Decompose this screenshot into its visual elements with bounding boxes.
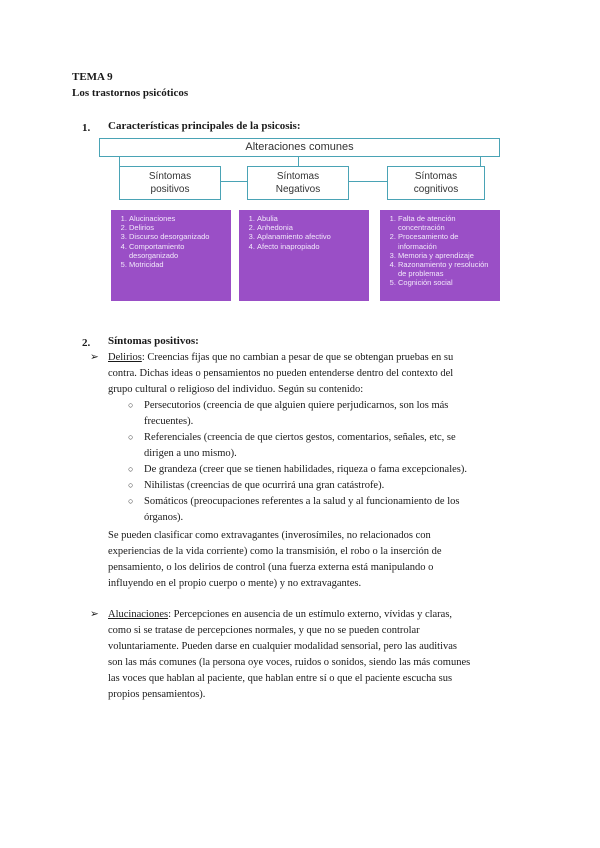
delirios-closing-line: Se pueden clasificar como extravagantes (inverosímiles, no relacionados con: [108, 530, 431, 541]
list-item: 4. Afecto inapropiado: [257, 242, 365, 251]
alucinaciones-line: voluntariamente. Pueden darse en cualquier modalidad sensorial, pero las auditivas: [108, 641, 458, 652]
circle-bullet-icon: ○: [128, 464, 134, 474]
header-box-line2: Negativos: [275, 184, 321, 195]
section2-title: Síntomas positivos:: [108, 335, 199, 347]
subitem-line: Somáticos (preocupaciones referentes a la salud y al funcionamiento de los: [144, 496, 460, 507]
header-box-positivos: [119, 166, 221, 200]
list-item: 5. Cognición social: [398, 278, 496, 287]
list-item: 1. Abulia: [257, 214, 365, 223]
tema-heading: TEMA 9: [72, 71, 113, 83]
alucinaciones-paragraph: [108, 607, 452, 622]
list-item: 4. Razonamiento y resolución de problemas: [398, 260, 496, 278]
psychosis-diagram: [99, 138, 500, 301]
delirios-paragraph: [108, 350, 453, 365]
circle-bullet-icon: ○: [128, 496, 134, 506]
list-item: 2. Anhedonia: [257, 223, 365, 232]
header-box-line1: Síntomas: [276, 171, 320, 182]
header-box-negativos: [247, 166, 349, 200]
bullet-arrow-icon: ➢: [90, 609, 99, 620]
section2-number: 2.: [82, 337, 91, 349]
delirios-closing-line: influyendo en el propio cuerpo o mente) y no extravagantes.: [108, 578, 362, 589]
header-box-line2: positivos: [150, 184, 190, 195]
delirios-line: grupo cultural o religioso del individuo. Según su contenido:: [108, 384, 364, 395]
delirios-term: Delirios: [108, 352, 142, 363]
subitem-line: Nihilistas (creencias de que ocurrirá una gran catástrofe).: [144, 480, 385, 491]
list-box-cognitivos: [380, 210, 500, 301]
subitem-line: Referenciales (creencia de que ciertos gestos, comentarios, señales, etc, se: [144, 432, 456, 443]
header-box-line1: Síntomas: [414, 171, 458, 182]
alucinaciones-line: las voces que hablan al paciente, que hablan entre sí o que el paciente escucha sus: [108, 673, 453, 684]
delirios-closing-line: pensamiento, o los delirios de control (una fuerza externa está manipulando o: [108, 562, 434, 573]
header-box-cognitivos: [387, 166, 485, 200]
list-box-negativos: [239, 210, 369, 301]
chapter-subtitle: Los trastornos psicóticos: [72, 87, 189, 99]
bullet-arrow-icon: ➢: [90, 352, 99, 363]
list-item: 1. Falta de atención concentración: [398, 214, 496, 232]
delirios-line: : Creencias fijas que no cambian a pesar de que se obtengan pruebas en su: [141, 352, 454, 363]
subitem-line: frecuentes).: [144, 416, 194, 427]
circle-bullet-icon: ○: [128, 480, 134, 490]
list-item: 5. Motricidad: [129, 260, 227, 269]
alucinaciones-term: Alucinaciones: [108, 609, 169, 620]
circle-bullet-icon: ○: [128, 400, 134, 410]
list-item: 2. Delirios: [129, 223, 227, 232]
alucinaciones-line: como si se tratase de percepciones normales, y que no se pueden controlar: [108, 625, 420, 636]
subitem-line: Persecutorios (creencia de que alguien quiere perjudicarnos, son los más: [144, 400, 449, 411]
connector: [221, 181, 247, 182]
list-item: 4. Comportamiento desorganizado: [129, 242, 227, 260]
list-item: 3. Aplanamiento afectivo: [257, 232, 365, 241]
alucinaciones-line: : Percepciones en ausencia de un estímulo externo, vívidas y claras,: [168, 609, 453, 620]
section1-title: Características principales de la psicosis:: [108, 120, 301, 132]
alucinaciones-line: son las más comunes (la persona oye voces, ruidos o sonidos, siendo las más comunes: [108, 657, 471, 668]
subitem-line: dirigen a uno mismo).: [144, 448, 237, 459]
header-box-line2: cognitivos: [413, 184, 459, 195]
connector: [349, 181, 387, 182]
alucinaciones-line: propios pensamientos).: [108, 689, 206, 700]
list-item: 2. Procesamiento de información: [398, 232, 496, 250]
delirios-closing-line: experiencias de la vida corriente) como la transmisión, el robo o la inserción de: [108, 546, 442, 557]
subitem-line: órganos).: [144, 512, 184, 523]
section1-number: 1.: [82, 122, 91, 134]
diagram-top-label: Alteraciones comunes: [99, 138, 500, 157]
delirios-line: contra. Dichas ideas o pensamientos no pueden entenderse dentro del contexto del: [108, 368, 454, 379]
list-item: 1. Alucinaciones: [129, 214, 227, 223]
list-item: 3. Memoria y aprendizaje: [398, 251, 496, 260]
circle-bullet-icon: ○: [128, 432, 134, 442]
list-box-positivos: [111, 210, 231, 301]
subitem-line: De grandeza (creer que se tienen habilidades, riqueza o fama excepcionales).: [144, 464, 467, 475]
header-box-line1: Síntomas: [148, 171, 192, 182]
list-item: 3. Discurso desorganizado: [129, 232, 227, 241]
